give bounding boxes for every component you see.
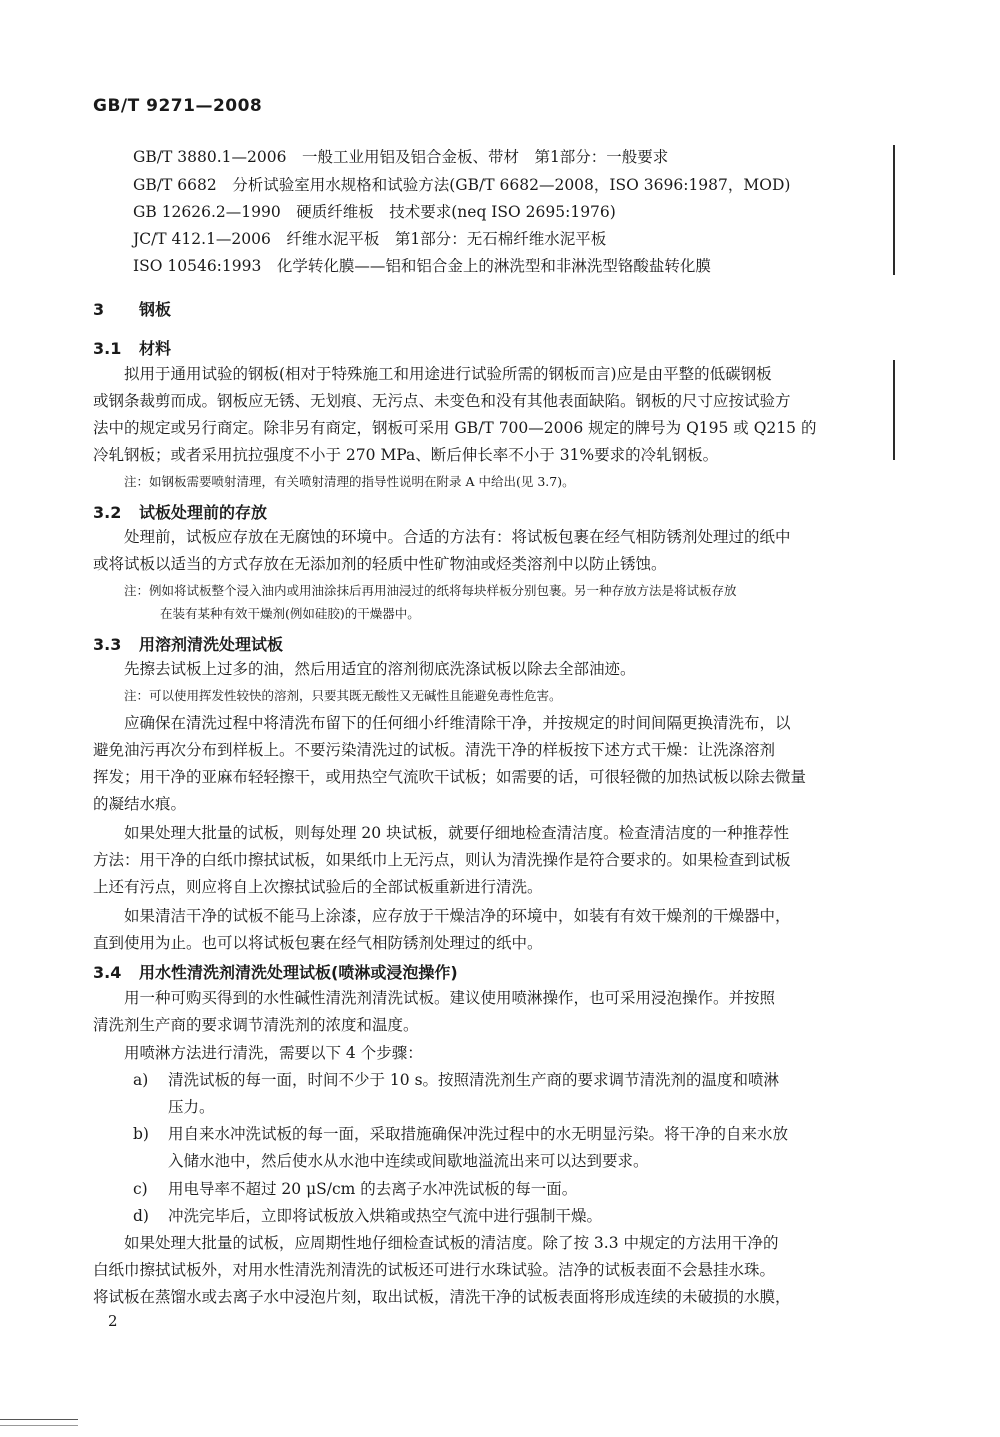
note-line: 注：例如将试板整个浸入油内或用油涂抹后再用油浸过的纸将每块样板分别包裹。另一种存放方法是将试板存放: [124, 583, 737, 598]
list-item-line: 清洗试板的每一面，时间不少于 10 s。按照清洗剂生产商的要求调节清洗剂的温度和喷淋: [168, 1071, 780, 1089]
ref-line: GB/T 3880.1—2006 一般工业用铝及铝合金板、带材 第1部分：一般要求: [133, 148, 669, 166]
ref-line: GB 12626.2—1990 硬质纤维板 技术要求(neq ISO 2695:1976): [133, 203, 616, 221]
note-line: 注：如钢板需要喷射清理，有关喷射清理的指导性说明在附录 A 中给出(见 3.7)。: [124, 474, 575, 489]
ref-line: GB/T 6682 分析试验室用水规格和试验方法(GB/T 6682—2008，ISO 3696:1987，MOD): [133, 176, 791, 194]
paragraph-line: 上还有污点，则应将自上次擦拭试验后的全部试板重新进行清洗。: [93, 878, 543, 896]
paragraph-line: 冷轧钢板；或者采用抗拉强度不小于 270 MPa、断后伸长率不小于 31%要求的冷轧钢板。: [93, 446, 719, 464]
paragraph-line: 将试板在蒸馏水或去离子水中浸泡片刻，取出试板，清洗干净的试板表面将形成连续的未破损的水膜，: [93, 1288, 791, 1306]
revision-bar: [893, 360, 895, 460]
ref-line: ISO 10546:1993 化学转化膜——铝和铝合金上的淋洗型和非淋洗型铬酸盐转化膜: [133, 257, 711, 275]
list-item-line: 冲洗完毕后，立即将试板放入烘箱或热空气流中进行强制干燥。: [168, 1207, 603, 1225]
section-title: 用溶剂清洗处理试板: [139, 635, 284, 654]
section-heading: [93, 336, 171, 359]
list-item-line: 入储水池中，然后使水从水池中连续或间歇地溢流出来可以达到要求。: [168, 1152, 649, 1170]
paragraph-line: 法中的规定或另行商定。除非另有商定，钢板可采用 GB/T 700—2006 规定的牌号为 Q195 或 Q215 的: [93, 419, 817, 437]
paragraph-line: 的凝结水痕。: [93, 795, 187, 813]
list-item-line: 压力。: [168, 1098, 215, 1116]
note-line: 注：可以使用挥发性较快的溶剂，只要其既无酸性又无碱性且能避免毒性危害。: [124, 688, 562, 703]
ref-line: JC/T 412.1—2006 纤维水泥平板 第1部分：无石棉纤维水泥平板: [133, 230, 607, 248]
paragraph-line: 或将试板以适当的方式存放在无添加剂的轻质中性矿物油或烃类溶剂中以防止锈蚀。: [93, 555, 667, 573]
list-item-line: 用自来水冲洗试板的每一面，采取措施确保冲洗过程中的水无明显污染。将干净的自来水放: [168, 1125, 789, 1143]
page-number: 2: [108, 1312, 118, 1330]
paragraph-line: 如果处理大批量的试板，则每处理 20 块试板，就要仔细地检查清洁度。检查清洁度的一种推荐性: [124, 824, 790, 842]
list-label: c): [133, 1180, 148, 1198]
paragraph-line: 拟用于通用试验的钢板(相对于特殊施工和用途进行试验所需的钢板而言)应是由平整的低碳钢板: [124, 365, 772, 383]
section-heading: [93, 960, 458, 983]
paragraph-line: 避免油污再次分布到样板上。不要污染清洗过的试板。清洗干净的样板按下述方式干燥：让洗涤溶剂: [93, 741, 776, 759]
note-line: 在装有某种有效干燥剂(例如硅胶)的干燥器中。: [160, 606, 420, 621]
section-number: 3.3: [93, 635, 122, 654]
section-title: 用水性清洗剂清洗处理试板(喷淋或浸泡操作): [139, 963, 458, 982]
paragraph-line: 如果处理大批量的试板，应周期性地仔细检查试板的清洁度。除了按 3.3 中规定的方法用干净的: [124, 1234, 779, 1252]
section-number: 3.4: [93, 963, 122, 982]
standard-header: GB/T 9271—2008: [93, 96, 263, 116]
footer-rule: [0, 1419, 78, 1420]
section-heading: [93, 632, 283, 655]
paragraph-line: 用一种可购买得到的水性碱性清洗剂清洗试板。建议使用喷淋操作，也可采用浸泡操作。并按照: [124, 989, 776, 1007]
list-item-line: 用电导率不超过 20 μS/cm 的去离子水冲洗试板的每一面。: [168, 1180, 578, 1198]
section-heading: [93, 297, 171, 320]
list-label: b): [133, 1125, 149, 1143]
paragraph-line: 或钢条裁剪而成。钢板应无锈、无划痕、无污点、未变色和没有其他表面缺陷。钢板的尺寸应按试验方: [93, 392, 791, 410]
section-title: 钢板: [139, 300, 172, 319]
section-number: 3.2: [93, 503, 122, 522]
paragraph-line: 清洗剂生产商的要求调节清洗剂的浓度和温度。: [93, 1016, 419, 1034]
section-number: 3.1: [93, 339, 122, 358]
section-title: 试板处理前的存放: [139, 503, 268, 522]
footer-rule: [0, 1425, 78, 1426]
section-heading: [93, 500, 267, 523]
paragraph-line: 用喷淋方法进行清洗，需要以下 4 个步骤：: [124, 1044, 423, 1062]
paragraph-line: 方法：用干净的白纸巾擦拭试板，如果纸巾上无污点，则认为清洗操作是符合要求的。如果检查到试板: [93, 851, 791, 869]
revision-bar: [893, 145, 895, 275]
paragraph-line: 先擦去试板上过多的油，然后用适宜的溶剂彻底洗涤试板以除去全部油迹。: [124, 660, 636, 678]
section-number: 3: [93, 300, 105, 319]
section-title: 材料: [139, 339, 172, 358]
paragraph-line: 白纸巾擦拭试板外，对用水性清洗剂清洗的试板还可进行水珠试验。洁净的试板表面不会悬挂水珠。: [93, 1261, 776, 1279]
paragraph-line: 挥发；用干净的亚麻布轻轻擦干，或用热空气流吹干试板；如需要的话，可很轻微的加热试板以除去微量: [93, 768, 807, 786]
paragraph-line: 直到使用为止。也可以将试板包裹在经气相防锈剂处理过的纸中。: [93, 934, 543, 952]
list-label: d): [133, 1207, 149, 1225]
paragraph-line: 如果清洁干净的试板不能马上涂漆，应存放于干燥洁净的环境中，如装有有效干燥剂的干燥器中，: [124, 907, 791, 925]
paragraph-line: 处理前，试板应存放在无腐蚀的环境中。合适的方法有：将试板包裹在经气相防锈剂处理过的纸中: [124, 528, 791, 546]
paragraph-line: 应确保在清洗过程中将清洗布留下的任何细小纤维清除干净，并按规定的时间间隔更换清洗布，以: [124, 714, 791, 732]
list-label: a): [133, 1071, 149, 1089]
